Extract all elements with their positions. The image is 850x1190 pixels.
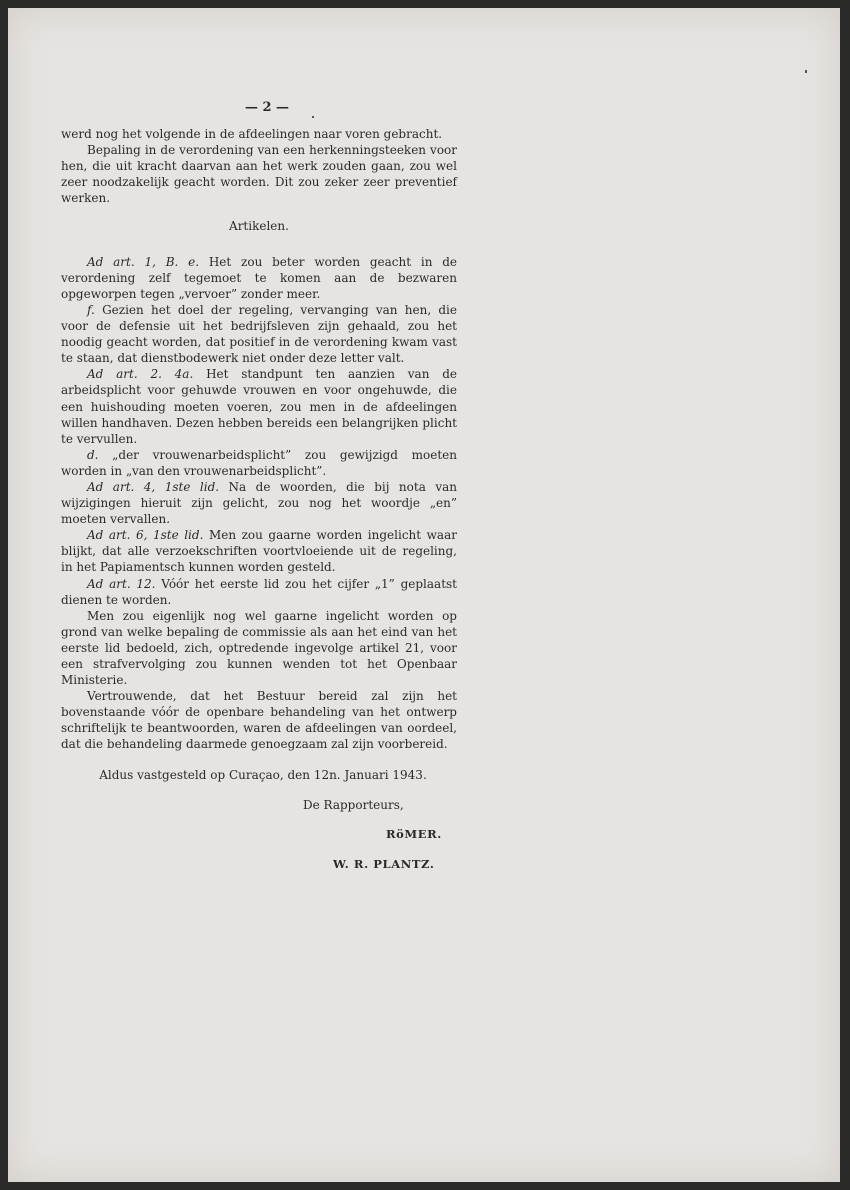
article-paragraph [61, 366, 457, 446]
article-ref: Ad art. 2. 4a. [87, 367, 194, 382]
article-paragraph [61, 479, 457, 527]
article-text: Men zou gaarne worden ingelicht waar blijkt, dat alle verzoekschriften voortvloeiende uit de regeling, in het Papiamentsch kunnen worden gesteld. [61, 528, 457, 575]
article-ref: Ad art. 1, B. e. [87, 254, 200, 269]
paragraph-vertrouwende: Vertrouwende, dat het Bestuur bereid zal zijn het bovenstaande vóór de openbare behandeling van het ontwerp schriftelijk te beantwoorden, waren de afdeelingen van oordeel, dat die behandeling daarmede genoegzaam zal zijn voorbereid. [61, 689, 457, 752]
signatory-plantz: W. R. PLANTZ. [333, 856, 435, 871]
article-paragraph [61, 254, 457, 302]
article-ref: f. [87, 302, 95, 317]
article-text: „der vrouwenarbeidsplicht” zou gewijzigd moeten worden in „van den vrouwenarbeidsplicht”. [61, 447, 457, 478]
page-number: — 2 — [244, 100, 290, 115]
section-heading: Artikelen. [229, 218, 289, 233]
article-ref: Ad art. 6, 1ste lid. [87, 528, 204, 543]
paragraph-intro: werd nog het volgende in de afdeelingen naar voren gebracht. [61, 127, 443, 142]
document-page [8, 8, 840, 1182]
paragraph-strafvervolging: Men zou eigenlijk nog wel gaarne ingelicht worden op grond van welke bepaling de commissie als aan het eind van het eerste lid bedoeld, zich, optredende ingevolge artikel 21, voor een strafvervolging zou kunnen wenden tot het Openbaar Ministerie. [61, 608, 457, 688]
article-ref: Ad art. 12. [87, 576, 156, 591]
article-text: Vóór het eerste lid zou het cijfer „1” geplaatst dienen te worden. [61, 576, 457, 607]
rapporteurs-label: De Rapporteurs, [303, 797, 404, 812]
text-column [61, 100, 457, 872]
article-paragraph [61, 302, 457, 366]
article-paragraph [61, 576, 457, 608]
article-text: Het zou beter worden geacht in de verordening zelf tegemoet te komen aan de bezwaren opgeworpen tegen „vervoer” zonder meer. [61, 254, 457, 301]
article-paragraph [61, 447, 457, 479]
paragraph-herkenningsteeken: Bepaling in de verordening van een herkenningsteeken voor hen, die uit kracht daarvan aan het werk zouden gaan, zou wel zeer noodzakelijk geacht worden. Dit zou zeker zeer preventief werken. [61, 143, 457, 206]
article-ref: Ad art. 4, 1ste lid. [87, 479, 220, 494]
article-text: Het standpunt ten aanzien van de arbeidsplicht voor gehuwde vrouwen en voor ongehuwde, die een huishouding moeten voeren, zou men in de afdeelingen willen handhaven. Dezen hebben bereids een belangrijken plicht te vervullen. [61, 367, 458, 446]
article-paragraph [61, 527, 457, 575]
article-text: Na de woorden, die bij nota van wijzigingen hieruit zijn gelicht, zou nog het woordje „en” moeten vervallen. [61, 479, 457, 527]
date-line: Aldus vastgesteld op Curaçao, den 12n. Januari 1943. [99, 767, 427, 782]
article-ref: d. [87, 447, 99, 462]
paper-speck [805, 70, 807, 73]
signatory-romer: RöMER. [386, 826, 442, 841]
article-text: Gezien het doel der regeling, vervanging van hen, die voor de defensie uit het bedrijfsleven zijn gehaald, zou het noodig geacht worden, dat positief in de verordening kwam vast te staan, dat dienstbodewerk niet onder deze letter valt. [61, 302, 457, 366]
